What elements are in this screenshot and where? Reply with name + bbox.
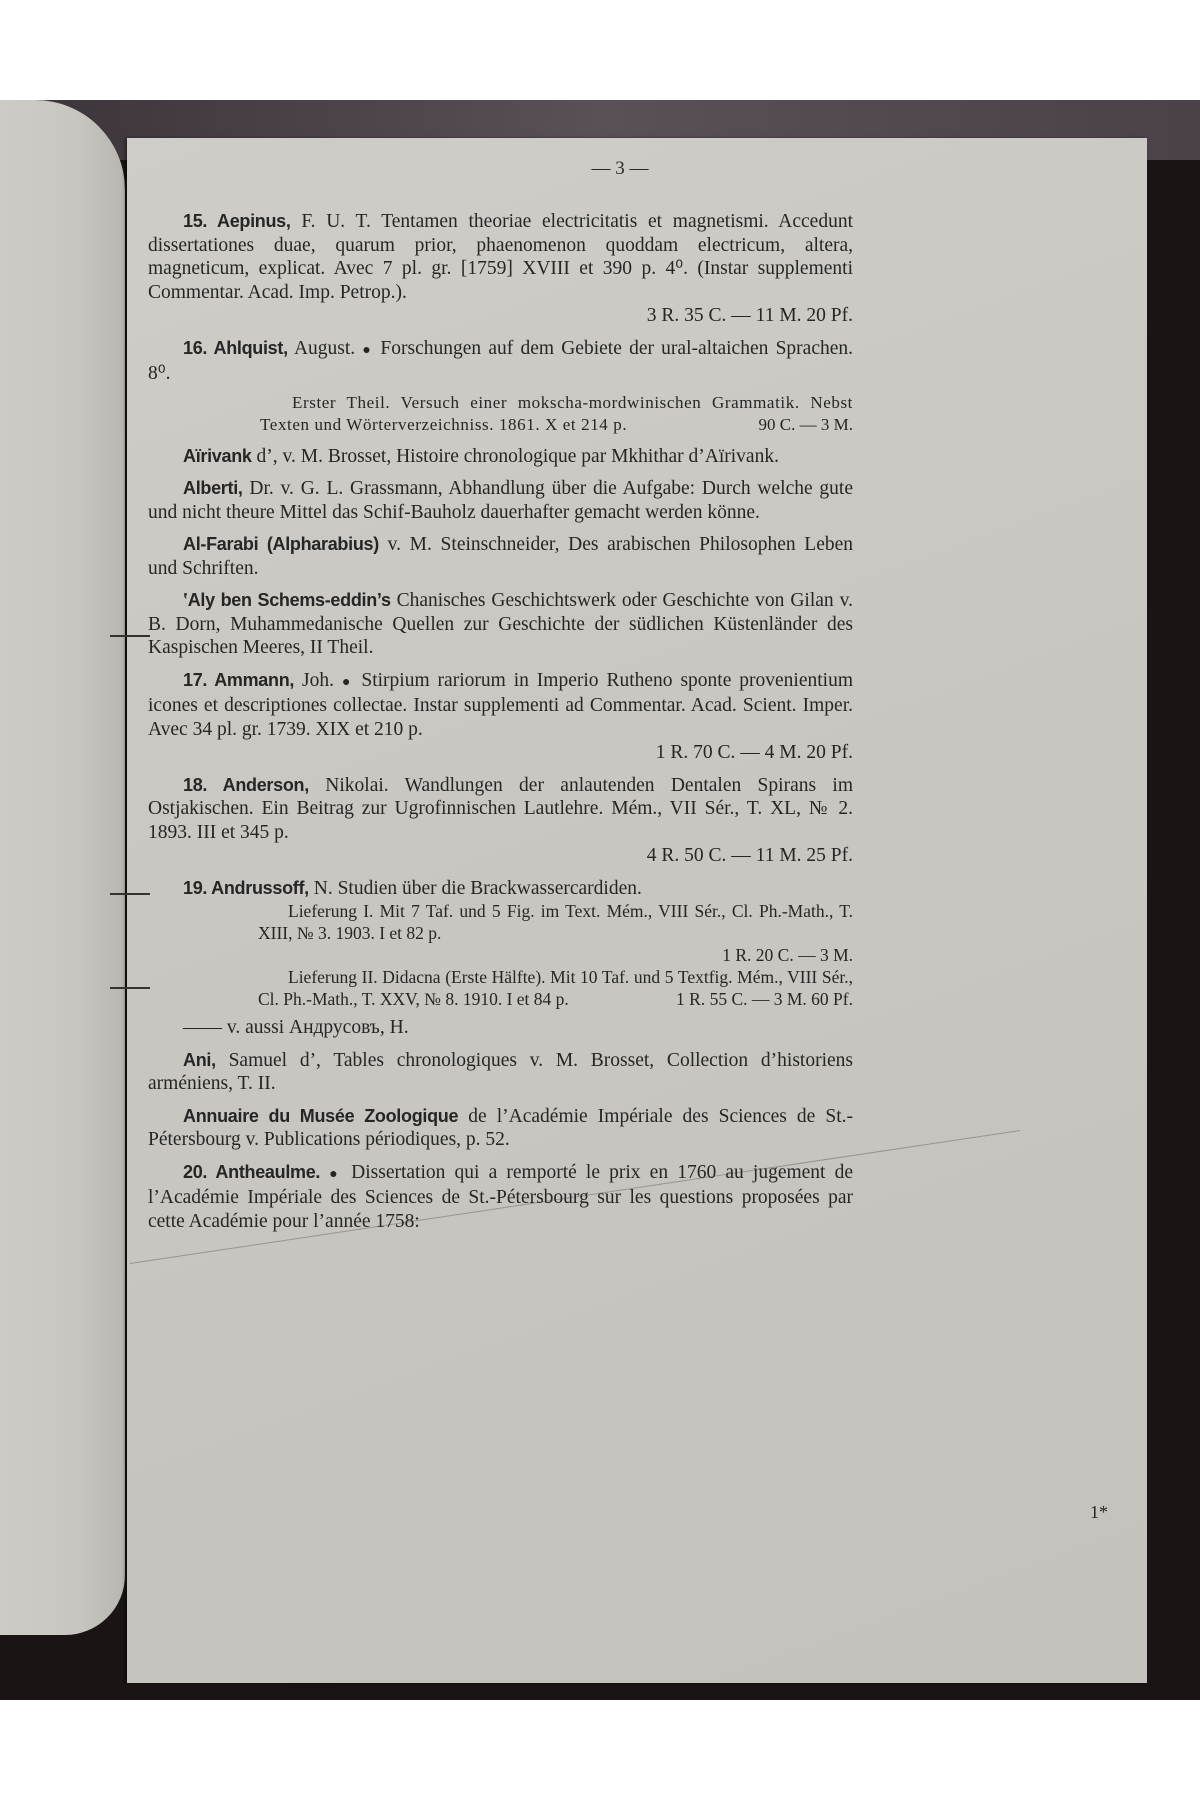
left-page-edge — [0, 100, 125, 1635]
entry-text: Dr. v. G. L. Grassmann, Abhandlung über die Aufgabe: Durch welche gute und nicht theure Mittel das Schif-Bauholz dauerhafter gemacht werden könne. — [148, 478, 853, 523]
entry-al-farabi — [148, 533, 853, 580]
bullet-icon: ● — [362, 342, 374, 358]
entry-part-2 — [148, 966, 853, 1010]
entry-alberti — [148, 477, 853, 524]
entry-author: August. — [293, 337, 356, 359]
entry-heading: 17. Ammann, — [183, 669, 295, 690]
entry-heading: Al-Farabi (Alpharabius) — [183, 534, 379, 554]
bullet-icon: ● — [329, 1166, 343, 1182]
catalogue-entries — [148, 210, 853, 1242]
entry-text: Dissertation qui a remporté le prix en 1760 au jugement de l’Académie Impériale des Sciences de St.-Pétersbourg sur les questions proposées par cette Académie pour l’année 1758: — [148, 1161, 854, 1232]
entry-aly-ben-schems-eddin — [148, 589, 853, 660]
entry-heading: ʽAly ben Schems-eddin’s — [183, 590, 391, 610]
entry-text: Samuel d’, Tables chronologiques v. M. Brosset, Collection d’historiens arméniens, T. II. — [148, 1049, 854, 1094]
entry-annuaire-musee-zoologique — [148, 1105, 853, 1152]
entry-18-anderson — [148, 774, 853, 868]
entry-text: N. Studien über die Brackwassercardiden. — [313, 877, 642, 899]
binding-thread-mark — [110, 893, 150, 895]
entry-20-antheaulme — [148, 1161, 853, 1234]
entry-text: de l’Académie Impériale des Sciences de St.-Pétersbourg v. Publications périodiques, p. 52. — [148, 1105, 854, 1150]
entry-heading: 20. Antheaulme. — [183, 1161, 321, 1182]
entry-text: Chanisches Geschichtswerk oder Geschichte von Gilan v. B. Dorn, Muhammedanische Quellen zur Geschichte der südlichen Küstenländer des Kaspischen Meeres, II Theil. — [148, 590, 853, 658]
entry-text: Forschungen auf dem Gebiete der ural-altaichen Sprachen. 8⁰. — [148, 337, 854, 384]
entry-17-ammann — [148, 669, 853, 765]
entry-part-1 — [148, 900, 853, 966]
subvolume-price: 90 C. — 3 M. — [758, 414, 853, 434]
entry-heading: 18. Anderson, — [183, 774, 309, 795]
page-number: — 3 — — [591, 158, 649, 179]
entry-16-ahlquist — [148, 337, 853, 436]
entry-author: Joh. — [302, 669, 335, 691]
signature-mark: 1* — [1090, 1502, 1108, 1522]
entry-text: Stirpium rariorum in Imperio Rutheno sponte provenientium icones et descriptiones collectae. Instar supplementi ad Commentar. Acad. Scient. Imper. Avec 34 pl. gr. 1739. XIX et 210 p. — [148, 669, 853, 740]
entry-ani — [148, 1049, 853, 1096]
entry-heading: 15. Aepinus, — [183, 211, 291, 231]
entry-heading: Aïrivank — [183, 445, 252, 466]
entry-price: 4 R. 50 C. — 11 M. 25 Pf. — [646, 845, 853, 866]
entry-airivank — [148, 445, 853, 469]
part-text: Lieferung II. Didacna (Erste Hälfte). Mit 10 Taf. und 5 Textfig. Mém., VIII Sér., Cl. Ph.-Math., T. XXV, № 8. 1910. I et 84 p. — [258, 967, 853, 1009]
bullet-icon: ● — [341, 674, 354, 690]
binding-thread-mark — [110, 635, 150, 637]
binding-thread-mark — [110, 987, 150, 989]
entry-price: 3 R. 35 C. — 11 M. 20 Pf. — [646, 305, 853, 326]
part-price: 1 R. 55 C. — 3 M. 60 Pf. — [676, 989, 853, 1009]
entry-19-andrussoff — [148, 877, 853, 1040]
entry-text: F. U. T. Tentamen theoriae electricitatis et magnetismi. Accedunt dissertationes duae, quarum prior, phaenomenon quoddam electricum, altera, magneticum, explicat. Avec 7 pl. gr. [1759] XVIII et 390 p. 4⁰. (Instar supplementi Commentar. Acad. Imp. Petrop.). — [148, 211, 854, 303]
entry-price: 1 R. 70 C. — 4 M. 20 Pf. — [655, 742, 853, 763]
entry-text: d’, v. M. Brosset, Histoire chronologique par Mkhithar d’Aïrivank. — [256, 445, 779, 467]
entry-text: Nikolai. Wandlungen der anlautenden Dentalen Spirans im Ostjakischen. Ein Beitrag zur Ugrofinnischen Lautlehre. Mém., VII Sér., T. XL, № 2. 1893. III et 345 p. — [148, 774, 853, 843]
see-also-reference: —— v. aussi Андрусовъ, Н. — [183, 1017, 409, 1038]
entry-subvolume — [148, 392, 853, 436]
entry-heading: 16. Ahlquist, — [183, 337, 288, 358]
part-price: 1 R. 20 C. — 3 M. — [722, 945, 853, 965]
entry-heading: 19. Andrussoff, — [183, 877, 309, 898]
entry-heading: Alberti, — [183, 478, 243, 498]
subvolume-text: Erster Theil. Versuch einer mokscha-mordwinischen Grammatik. Nebst Texten und Wörterverzeichniss. 1861. X et 214 p. — [260, 392, 853, 434]
entry-15-aepinus — [148, 210, 853, 328]
entry-heading: Ani, — [183, 1049, 216, 1070]
part-text: Lieferung I. Mit 7 Taf. und 5 Fig. im Text. Mém., VIII Sér., Cl. Ph.-Math., T. XIII, № 3. 1903. I et 82 p. — [258, 901, 853, 943]
entry-text: v. M. Steinschneider, Des arabischen Philosophen Leben und Schriften. — [148, 534, 854, 579]
entry-heading: Annuaire du Musée Zoologique — [183, 1105, 459, 1126]
